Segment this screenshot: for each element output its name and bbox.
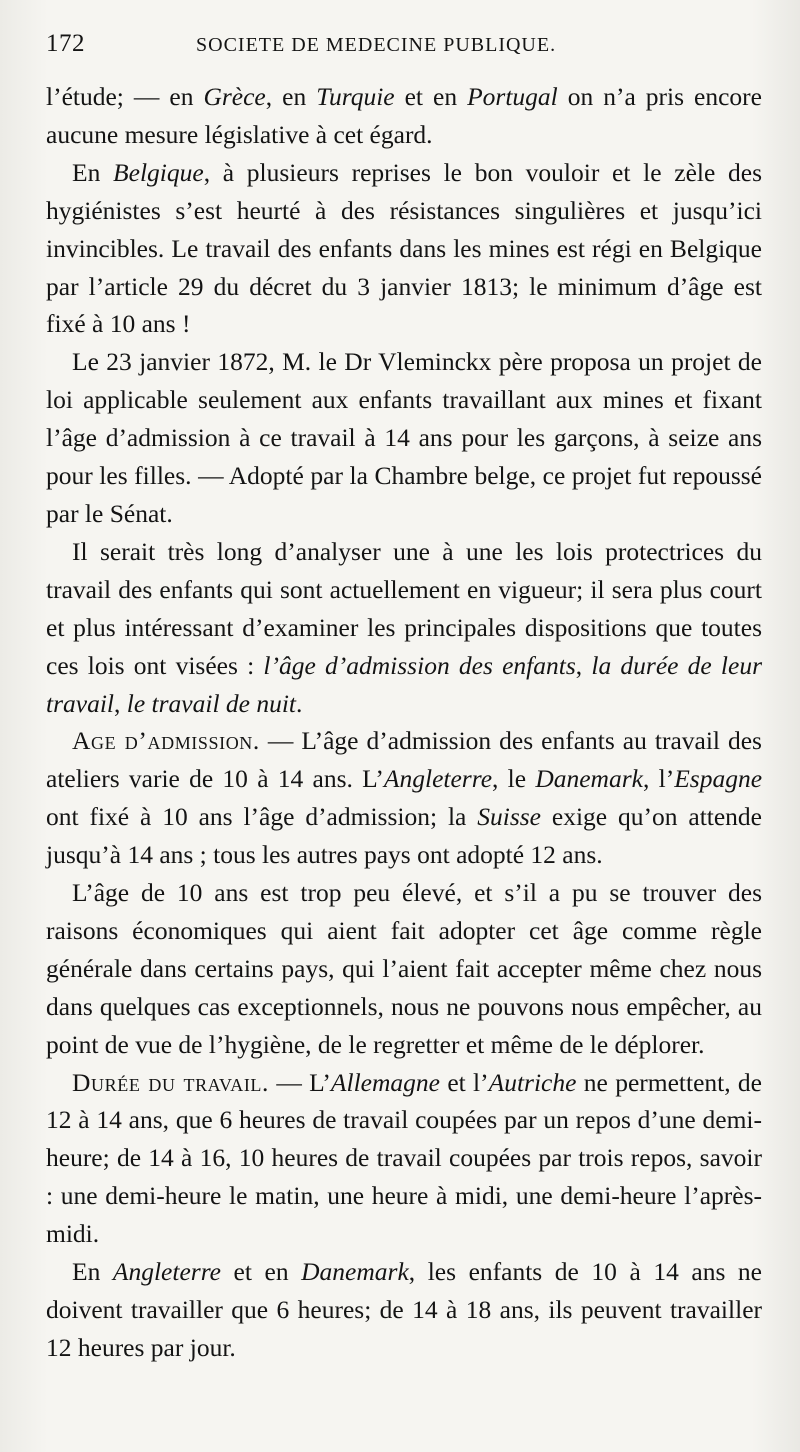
text-run: , à plusieurs reprises le bon vouloir et le zèle des hygiénistes s’est heurté à des résistances singulières et jusqu’ici invincibles. Le travail des enfants dans les mines est régi en Belgique par l’article 29 du décret du 3 janvier 1813; le minimum d’âge est fixé à 10 ans ! — [46, 157, 762, 339]
italic-text: Danemark — [535, 764, 643, 794]
italic-text: Belgique — [113, 157, 204, 187]
body-text — [46, 78, 762, 1367]
text-run: — L’âge d’admission des enfants au travail des ateliers varie de 10 à 14 ans. L’ — [46, 726, 762, 794]
italic-text: Espagne — [674, 764, 763, 794]
section-heading: Age d’admission. — [72, 726, 260, 756]
text-run: , le — [492, 764, 536, 794]
text-run: , en — [265, 82, 317, 111]
italic-text: Allemagne — [330, 1067, 440, 1097]
text-run: . — [296, 688, 303, 718]
paragraph — [46, 343, 762, 533]
text-run: , — [114, 688, 127, 718]
running-title: SOCIETE DE MEDECINE PUBLIQUE. — [196, 34, 557, 56]
text-run: exige qu’on attende jusqu’à 14 ans ; tous les autres pays ont adopté 12 ans. — [46, 802, 762, 870]
italic-text: Grèce — [203, 82, 266, 111]
text-run: , les enfants de 10 à 14 ans ne doivent travailler que 6 heures; de 14 à 18 ans, ils peuvent travailler 12 heures par jour. — [46, 1257, 762, 1362]
paragraph — [46, 154, 762, 344]
text-run: Il serait très long d’analyser une à une les lois protectrices du travail des enfants qui sont actuellement en vigueur; il sera plus court et plus intéressant d’examiner les principales dispositions que toutes ces lois ont visées : — [46, 536, 762, 680]
text-run: En — [72, 1257, 113, 1287]
text-run: et en — [221, 1257, 302, 1287]
paragraph — [46, 1064, 762, 1254]
text-run: et en — [394, 82, 468, 111]
running-head — [46, 30, 762, 78]
section-heading: Durée du travail. — [72, 1067, 270, 1097]
text-run: ne permettent, de 12 à 14 ans, que 6 heures de travail coupées par un repos d’une demi-heure; de 14 à 16, 10 heures de travail coupées par trois repos, savoir : une demi-heure le matin, une heure à midi, une demi-heure l’après-midi. — [46, 1067, 763, 1249]
italic-text: le travail de nuit — [126, 688, 297, 718]
paragraph — [46, 78, 762, 154]
text-run: — L’ — [269, 1067, 331, 1097]
italic-text: l’âge d’admission des enfants — [263, 650, 576, 680]
paragraph — [46, 533, 762, 723]
italic-text: Portugal — [467, 82, 558, 111]
text-run: on n’a pris encore aucune mesure législative à cet égard. — [46, 82, 762, 149]
text-run: ont fixé à 10 ans l’âge d’admission; la — [46, 802, 478, 832]
text-run: l’étude; — en — [46, 82, 204, 111]
italic-text: Autriche — [488, 1067, 577, 1097]
paragraph — [46, 722, 762, 874]
italic-text: Angleterre — [112, 1257, 221, 1287]
italic-text: Suisse — [477, 802, 541, 832]
text-run: et l’ — [439, 1067, 489, 1097]
italic-text: Danemark — [301, 1257, 409, 1287]
paragraph — [46, 1253, 762, 1367]
italic-text: Angleterre — [383, 764, 493, 794]
paragraph — [46, 874, 762, 1064]
text-run: En — [72, 157, 114, 187]
text-run: , l’ — [642, 764, 675, 794]
italic-text: la durée de leur travail — [46, 650, 763, 718]
page-number: 172 — [46, 30, 85, 57]
text-run: , — [575, 650, 592, 680]
text-run: L’âge de 10 ans est trop peu élevé, et s’il a pu se trouver des raisons économiques qui aient fait adopter cet âge comme règle générale dans certains pays, qui l’aient fait accepter même chez nous dans quelques cas exceptionnels, nous ne pouvons nous empêcher, au point de vue de l’hygiène, de le regretter et même de le déplorer. — [46, 878, 762, 1059]
italic-text: Turquie — [316, 82, 395, 111]
text-run: Le 23 janvier 1872, M. le Dr Vleminckx père proposa un projet de loi applicable seulement aux enfants travaillant aux mines et fixant l’âge d’admission à ce travail à 14 ans pour les garçons, à seize ans pour les filles. — Adopté par la Chambre belge, ce projet fut repoussé par le Sénat. — [46, 347, 762, 528]
